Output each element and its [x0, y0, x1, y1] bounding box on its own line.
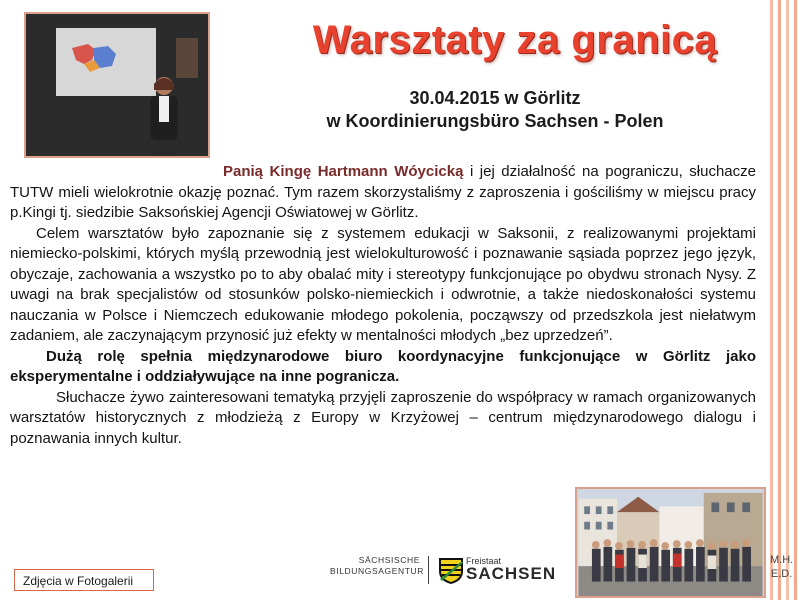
author-initials	[770, 553, 793, 581]
group-photo	[575, 487, 766, 598]
initials-line-1: M.H.	[770, 554, 794, 566]
decorative-side-stripes	[764, 0, 800, 600]
article-body	[10, 162, 756, 449]
event-date: 30.04.2015 w Görlitz	[409, 88, 581, 108]
map-on-screen	[64, 38, 124, 78]
sachsen-big-label: SACHSEN	[466, 564, 557, 583]
gallery-link[interactable]: Zdjęcia w Fotogalerii	[14, 569, 154, 591]
speaker-figure	[144, 72, 184, 158]
paragraph-1-text: i jej działalność na pograniczu, słuchacze TUTW mieli wielokrotnie okazję poznać. Tym razem skorzystaliśmy z zaproszenia i gościliśmy w miejscu pracy p.Kingi tj. siedzibie Saksońskiej Agencji Oświatowej w Görlitz.	[10, 163, 756, 221]
paragraph-1	[10, 162, 756, 224]
sba-line-2: BILDUNGSAGENTUR	[330, 566, 425, 576]
page-title: Warsztaty za granicą	[312, 18, 718, 62]
paragraph-3-bold: Dużą rolę spełnia międzynarodowe biuro koordynacyjne funkcjonujące w Görlitz jako eksperymentalne i oddziaływujące na inne pogranicza.	[10, 347, 756, 385]
bildungsagentur-logo	[330, 555, 425, 577]
speaker-photo	[24, 12, 210, 158]
sba-line-1: SÄCHSISCHE	[358, 555, 420, 565]
paragraph-2: Celem warsztatów było zapoznanie się z systemem edukacji w Saksonii, z realizowanymi projektami niemiecko-polskimi, których myślą przewodnią jest wielokulturowość i poznawanie sąsiada poprzez jego język, obyczaje, zachowania a wszystko po to aby obalać mity i stereotypy funkcjonujące po obydwu stronach Nysy. Z uwagi na brak specjalistów od stosunków polsko-niemieckich i odwrotnie, a także niedoskonałości systemu nauczania w Polsce i Niemczech edukowanie młodego pokolenia, począwszy od przedszkola jest niełatwym zadaniem, ale zaczynającym przynosić już efekty w mentalności młodych „bez uprzedzeń”.	[10, 224, 756, 344]
logo-divider	[428, 556, 429, 584]
paragraph-4: Słuchacze żywo zainteresowani tematyką przyjęli zaproszenie do współpracy w ramach organizowanych warsztatów historycznych z młodzieżą z Europy w Krzyżowej – centrum międzynarodowego dialogu i poznawania innych kultur.	[10, 388, 756, 447]
initials-line-2: E.D.	[770, 568, 793, 580]
highlighted-name: Panią Kingę Hartmann Wóycicką	[223, 163, 464, 180]
event-place: w Koordinierungsbüro Sachsen - Polen	[326, 111, 664, 131]
sachsen-coat-of-arms-icon	[436, 555, 466, 585]
sachsen-small-label: Freistaat	[466, 556, 502, 566]
sachsen-logo-text	[466, 556, 556, 584]
